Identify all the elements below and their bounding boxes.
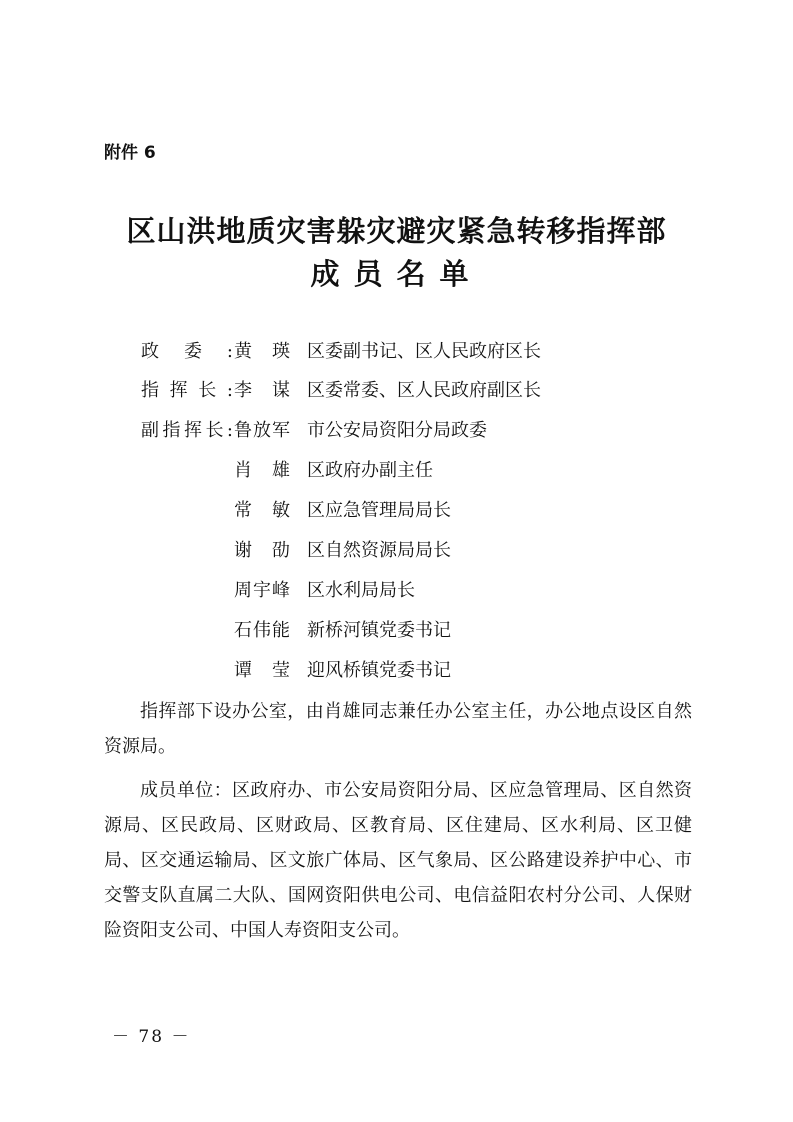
member-position: 区水利局局长	[307, 580, 415, 601]
member-position: 区委副书记、区人民政府区长	[307, 341, 541, 362]
member-position: 区政府办副主任	[307, 460, 433, 481]
member-position: 区自然资源局局长	[307, 540, 451, 561]
member-name: 谢劭	[234, 540, 290, 561]
member-position: 区委常委、区人民政府副区长	[307, 380, 541, 401]
member-units-paragraph: 成员单位：区政府办、市公安局资阳分局、区应急管理局、区自然资源局、区民政局、区财政局、区教育局、区住建局、区水利局、区卫健局、区交通运输局、区文旅广体局、区气象局、区公路建设养护中心、市交警支队直属二大队、国网资阳供电公司、电信益阳农村分公司、人保财险资阳支公司、中国人寿资阳支公司。	[104, 780, 692, 941]
member-position: 迎风桥镇党委书记	[307, 660, 451, 681]
page-number: － 78 －	[112, 1027, 191, 1047]
member-name: 黄瑛	[234, 341, 290, 362]
member-role: 副指挥长:	[141, 420, 233, 441]
member-position: 新桥河镇党委书记	[307, 620, 451, 641]
member-name: 谭莹	[234, 660, 290, 681]
member-role: 政委:	[141, 341, 233, 362]
member-position: 市公安局资阳分局政委	[307, 420, 487, 441]
member-name: 石伟能	[234, 620, 290, 641]
member-role: 指挥长:	[141, 380, 233, 401]
attachment-label: 附件 6	[104, 143, 156, 163]
member-name: 李谋	[234, 380, 290, 401]
member-name: 周宇峰	[234, 580, 290, 601]
member-position: 区应急管理局局长	[307, 500, 451, 521]
document-title: 区山洪地质灾害躲灾避灾紧急转移指挥部	[126, 214, 667, 248]
office-paragraph: 指挥部下设办公室，由肖雄同志兼任办公室主任，办公地点设区自然资源局。	[104, 701, 692, 757]
member-name: 肖雄	[234, 460, 290, 481]
member-name: 常敏	[234, 500, 290, 521]
document-subtitle: 成员名单	[310, 257, 483, 291]
member-name: 鲁放军	[234, 420, 290, 441]
